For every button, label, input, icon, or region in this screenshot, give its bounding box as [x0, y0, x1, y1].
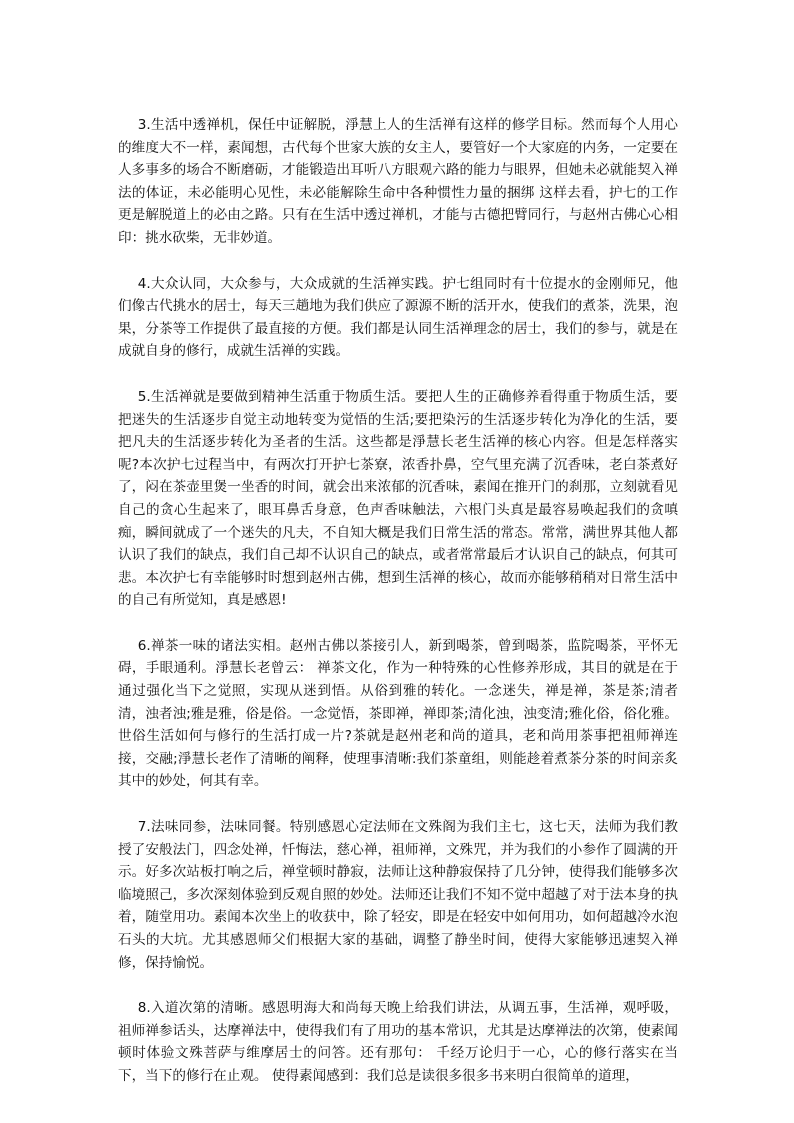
paragraph-7: 7.法味同参，法味同餐。特别感恩心定法师在文殊阁为我们主七，这七天，法师为我们教授了安般法门，四念处禅，忏悔法，慈心禅，祖师禅，文殊咒，并为我们的小参作了圆满的开示。好多次站板打响之后，禅堂顿时静寂，法师让这种静寂保持了几分钟，使得我们能够多次临境照己，多次深刻体验到反观自照的妙处。法师还让我们不知不觉中超越了对于法本身的执着，随堂用功。素闻本次坐上的收获中，除了轻安，即是在轻安中如何用功，如何超越冷水泡石头的大坑。尤其感恩师父们根据大家的基础，调整了静坐时间，使得大家能够迅速契入禅修，保持愉悦。	[118, 819, 678, 971]
paragraph-3: 3.生活中透禅机，保任中证解脱，淨慧上人的生活禅有这样的修学目标。然而每个人用心的维度大不一样，素闻想，古代每个世家大族的女主人，要管好一个大家庭的内务，一定要在人多事多的场合不断磨砺，才能锻造出耳听八方眼观六路的能力与眼界，但她未必就能契入禅法的体证，未必能明心见性，未必能解除生命中各种惯性力量的捆绑 这样去看，护七的工作更是解脱道上的必由之路。只有在生活中透过禅机，才能与古德把臂同行，与赵州古佛心心相印：挑水砍柴，无非妙道。	[118, 117, 678, 246]
paragraph-4: 4.大众认同，大众参与，大众成就的生活禅实践。护七组同时有十位提水的金刚师兄，他们像古代挑水的居士，每天三趟地为我们供应了源源不断的活开水，使我们的煮茶，洗果，泡果，分茶等工作提供了最直接的方便。我们都是认同生活禅理念的居士，我们的参与，就是在成就自身的修行，成就生活禅的实践。	[118, 275, 678, 360]
document-body	[118, 114, 678, 1111]
paragraph-8: 8.入道次第的清晰。感恩明海大和尚每天晚上给我们讲法，从调五事，生活禅，观呼吸，祖师禅参话头，达摩禅法中，使得我们有了用功的基本常识，尤其是达摩禅法的次第，使素闻顿时体验文殊菩萨与维摩居士的问答。还有那句： 千经万论归于一心，心的修行落实在当下，当下的修行在止观。 使得素闻感到：我们总是读很多很多书来明白很简单的道理，	[118, 1000, 678, 1084]
paragraph-5: 5.生活禅就是要做到精神生活重于物质生活。要把人生的正确修养看得重于物质生活，要把迷失的生活逐步自觉主动地转变为觉悟的生活;要把染污的生活逐步转化为净化的生活，要把凡夫的生活逐步转化为圣者的生活。这些都是淨慧长老生活禅的核心内容。但是怎样落实呢?本次护七过程当中，有两次打开护七茶寮，浓香扑鼻，空气里充满了沉香味，老白茶煮好了，闷在茶壶里煲一坐香的时间，就会出来浓郁的沉香味，素闻在推开门的刹那，立刻就看见自己的贪心生起来了，眼耳鼻舌身意，色声香味触法，六根门头真是最容易唤起我们的贪嗔痴，瞬间就成了一个迷失的凡夫，不自知大概是我们日常生活的常态。常常，满世界其他人都认识了我们的缺点，我们自己却不认识自己的缺点，或者常常最后才认识自己的缺点，何其可悲。本次护七有幸能够时时想到赵州古佛，想到生活禅的核心，故而亦能够稍稍对日常生活中的自己有所觉知，真是感恩!	[118, 388, 678, 609]
paragraph-6: 6.禅茶一味的诸法实相。赵州古佛以茶接引人，新到喝茶，曾到喝茶，监院喝茶，平怀无碍，手眼通利。淨慧长老曾云： 禅茶文化，作为一种特殊的心性修养形成，其目的就是在于通过强化当下之觉照，实现从迷到悟。从俗到雅的转化。一念迷失，禅是禅，茶是茶;清者清，浊者浊;雅是雅，俗是俗。一念觉悟，茶即禅，禅即茶;清化浊，浊变清;雅化俗，俗化雅。 世俗生活如何与修行的生活打成一片?茶就是赵州老和尚的道具，老和尚用茶事把祖师禅连接，交融;淨慧长老作了清晰的阐释，使理事清晰:我们茶童组，则能趁着煮茶分茶的时间亲炙其中的妙处，何其有幸。	[118, 637, 678, 790]
